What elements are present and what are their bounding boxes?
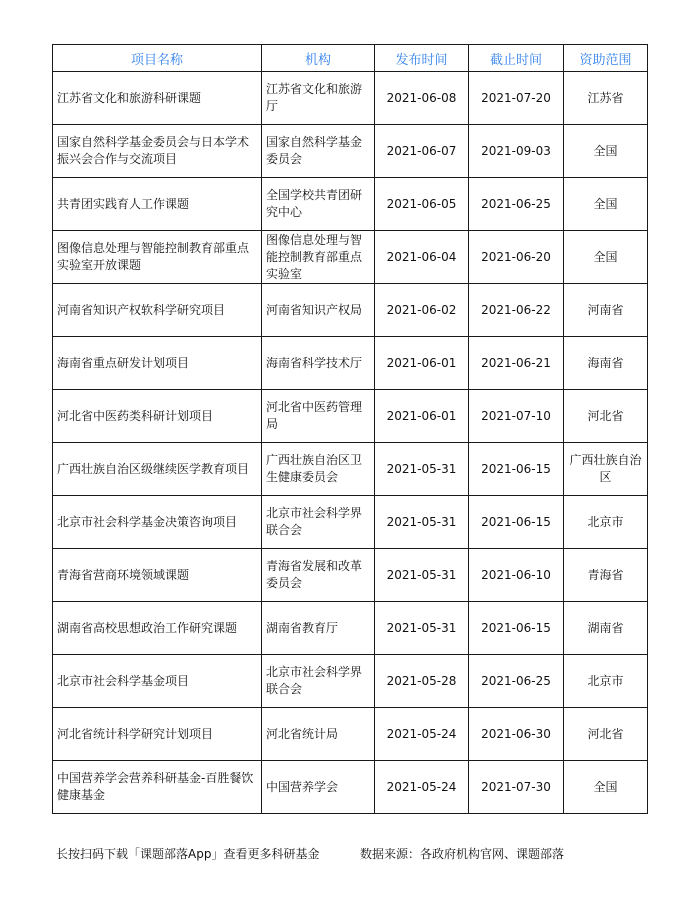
deadline-cell: 2021-06-25	[469, 655, 564, 708]
table-row	[53, 761, 648, 814]
institution-cell: 青海省发展和改革委员会	[262, 549, 375, 602]
publish-date-cell: 2021-05-24	[375, 708, 469, 761]
deadline-cell: 2021-06-20	[469, 231, 564, 284]
footer-download-note: 长按扫码下载「课题部落App」查看更多科研基金	[56, 847, 320, 861]
table-row	[53, 390, 648, 443]
publish-date-cell: 2021-06-08	[375, 72, 469, 125]
header-project-name: 项目名称	[53, 45, 262, 72]
institution-cell: 海南省科学技术厅	[262, 337, 375, 390]
institution-cell: 图像信息处理与智能控制教育部重点实验室	[262, 231, 375, 284]
table-row	[53, 549, 648, 602]
table-row	[53, 72, 648, 125]
funding-scope-cell: 北京市	[564, 655, 648, 708]
institution-cell: 江苏省文化和旅游厅	[262, 72, 375, 125]
funding-scope-cell: 全国	[564, 125, 648, 178]
institution-cell: 湖南省教育厅	[262, 602, 375, 655]
project-name-cell: 中国营养学会营养科研基金-百胜餐饮健康基金	[53, 761, 262, 814]
deadline-cell: 2021-06-15	[469, 496, 564, 549]
funding-scope-cell: 北京市	[564, 496, 648, 549]
publish-date-cell: 2021-06-01	[375, 337, 469, 390]
project-name-cell: 海南省重点研发计划项目	[53, 337, 262, 390]
deadline-cell: 2021-06-10	[469, 549, 564, 602]
funding-scope-cell: 广西壮族自治区	[564, 443, 648, 496]
grants-table	[52, 44, 648, 814]
institution-cell: 北京市社会科学界联合会	[262, 496, 375, 549]
header-institution: 机构	[262, 45, 375, 72]
project-name-cell: 湖南省高校思想政治工作研究课题	[53, 602, 262, 655]
funding-scope-cell: 青海省	[564, 549, 648, 602]
header-publish-date: 发布时间	[375, 45, 469, 72]
funding-scope-cell: 河南省	[564, 284, 648, 337]
publish-date-cell: 2021-06-05	[375, 178, 469, 231]
funding-scope-cell: 河北省	[564, 390, 648, 443]
funding-scope-cell: 全国	[564, 178, 648, 231]
deadline-cell: 2021-06-15	[469, 602, 564, 655]
publish-date-cell: 2021-05-24	[375, 761, 469, 814]
institution-cell: 河南省知识产权局	[262, 284, 375, 337]
table-row	[53, 496, 648, 549]
publish-date-cell: 2021-05-31	[375, 443, 469, 496]
funding-scope-cell: 海南省	[564, 337, 648, 390]
deadline-cell: 2021-07-20	[469, 72, 564, 125]
table-row	[53, 178, 648, 231]
publish-date-cell: 2021-06-01	[375, 390, 469, 443]
table-row	[53, 337, 648, 390]
institution-cell: 河北省统计局	[262, 708, 375, 761]
deadline-cell: 2021-06-30	[469, 708, 564, 761]
funding-scope-cell: 湖南省	[564, 602, 648, 655]
project-name-cell: 江苏省文化和旅游科研课题	[53, 72, 262, 125]
table-row	[53, 125, 648, 178]
institution-cell: 河北省中医药管理局	[262, 390, 375, 443]
deadline-cell: 2021-07-30	[469, 761, 564, 814]
header-deadline: 截止时间	[469, 45, 564, 72]
deadline-cell: 2021-06-25	[469, 178, 564, 231]
funding-scope-cell: 全国	[564, 231, 648, 284]
publish-date-cell: 2021-05-31	[375, 549, 469, 602]
publish-date-cell: 2021-06-07	[375, 125, 469, 178]
funding-scope-cell: 河北省	[564, 708, 648, 761]
project-name-cell: 国家自然科学基金委员会与日本学术振兴会合作与交流项目	[53, 125, 262, 178]
project-name-cell: 河南省知识产权软科学研究项目	[53, 284, 262, 337]
grants-table-container	[52, 44, 647, 814]
table-header-row	[53, 45, 648, 72]
project-name-cell: 北京市社会科学基金决策咨询项目	[53, 496, 262, 549]
deadline-cell: 2021-07-10	[469, 390, 564, 443]
institution-cell: 北京市社会科学界联合会	[262, 655, 375, 708]
table-row	[53, 284, 648, 337]
table-row	[53, 655, 648, 708]
project-name-cell: 图像信息处理与智能控制教育部重点实验室开放课题	[53, 231, 262, 284]
deadline-cell: 2021-06-21	[469, 337, 564, 390]
publish-date-cell: 2021-05-31	[375, 496, 469, 549]
table-row	[53, 602, 648, 655]
funding-scope-cell: 江苏省	[564, 72, 648, 125]
institution-cell: 国家自然科学基金委员会	[262, 125, 375, 178]
deadline-cell: 2021-09-03	[469, 125, 564, 178]
publish-date-cell: 2021-05-28	[375, 655, 469, 708]
project-name-cell: 北京市社会科学基金项目	[53, 655, 262, 708]
institution-cell: 全国学校共青团研究中心	[262, 178, 375, 231]
publish-date-cell: 2021-05-31	[375, 602, 469, 655]
institution-cell: 中国营养学会	[262, 761, 375, 814]
funding-scope-cell: 全国	[564, 761, 648, 814]
project-name-cell: 河北省中医药类科研计划项目	[53, 390, 262, 443]
table-row	[53, 708, 648, 761]
project-name-cell: 共青团实践育人工作课题	[53, 178, 262, 231]
footer-data-source: 数据来源：各政府机构官网、课题部落	[360, 847, 565, 861]
publish-date-cell: 2021-06-02	[375, 284, 469, 337]
project-name-cell: 青海省营商环境领域课题	[53, 549, 262, 602]
publish-date-cell: 2021-06-04	[375, 231, 469, 284]
project-name-cell: 河北省统计科学研究计划项目	[53, 708, 262, 761]
table-row	[53, 443, 648, 496]
header-funding-scope: 资助范围	[564, 45, 648, 72]
table-row	[53, 231, 648, 284]
institution-cell: 广西壮族自治区卫生健康委员会	[262, 443, 375, 496]
project-name-cell: 广西壮族自治区级继续医学教育项目	[53, 443, 262, 496]
deadline-cell: 2021-06-15	[469, 443, 564, 496]
deadline-cell: 2021-06-22	[469, 284, 564, 337]
